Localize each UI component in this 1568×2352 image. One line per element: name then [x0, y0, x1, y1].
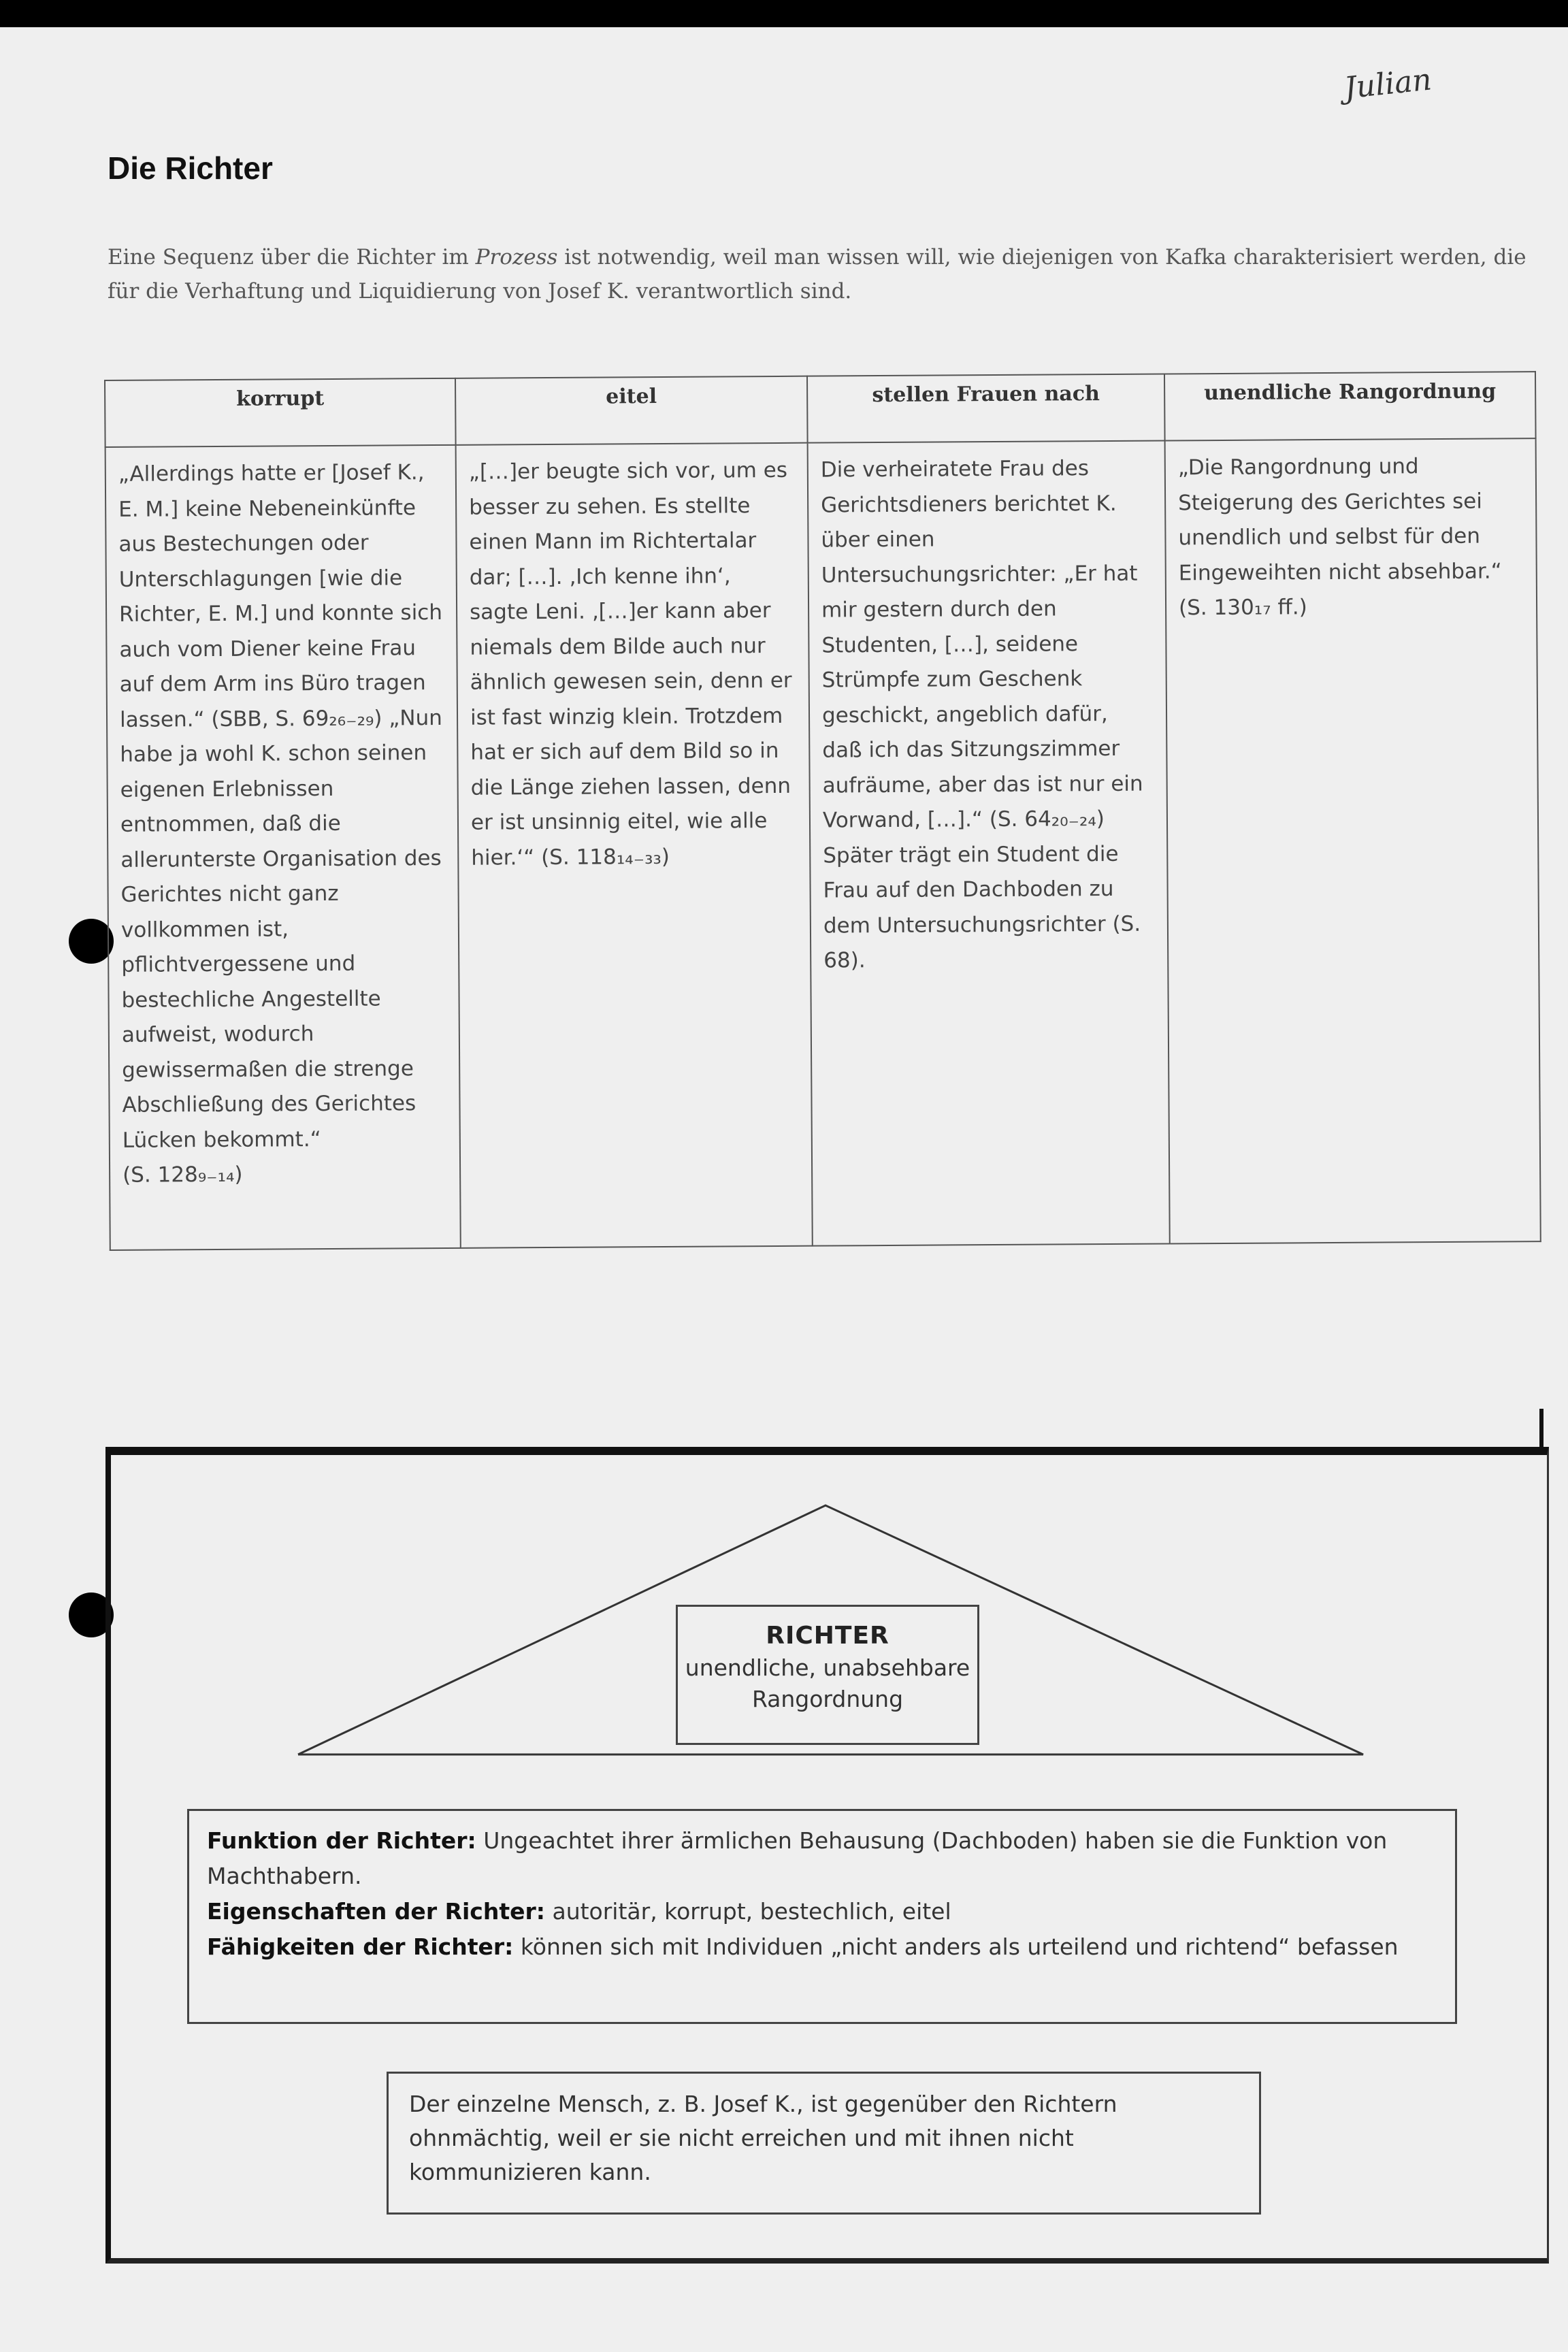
cell-rangordnung-ref: (S. 130₁₇ ff.) [1178, 595, 1307, 621]
diagram-frame [105, 1447, 1549, 2264]
worksheet-page [0, 27, 1568, 2352]
richter-subtitle: unendliche, unabsehbare Rangordnung [685, 1654, 970, 1712]
richter-title: RICHTER [766, 1622, 889, 1650]
eigenschaften-label: Eigenschaften der Richter: [207, 1898, 545, 1925]
faehigkeiten-label: Fähigkeiten der Richter: [207, 1933, 514, 1960]
funktion-text: Ungeachtet ihrer ärmlichen Behausung (Dachboden) haben sie die Funktion von Machthabern. [207, 1827, 1388, 1889]
table-row [105, 438, 1541, 1250]
header-eitel: eitel [455, 376, 808, 445]
page-title: Die Richter [108, 150, 273, 186]
cell-rangordnung-text: „Die Rangordnung und Steigerung des Gerichtes sei unendlich und selbst für den Eingeweihten nicht absehbar.“ [1177, 454, 1502, 585]
funktion-label: Funktion der Richter: [207, 1827, 476, 1854]
intro-text-italic: Prozess [475, 245, 558, 270]
cell-eitel-text: „[…]er beugte sich vor, um es besser zu sehen. Es stellte einen Mann im Richtertalar dar; […]. ‚Ich kenne ihn‘, sagte Leni. ‚[…]er kann aber niemals dem Bilde auch nur ähnlich gewesen sein, denn er ist fast winzig klein. Trotzdem hat er sich auf dem Bild so in die Länge ziehen lassen, denn er ist unsinnig eitel, wie alle hier.‘“ (S. 118₁₄₋₃₃) [468, 457, 792, 870]
cell-rangordnung [1165, 438, 1541, 1243]
handwritten-annotation: Julian [1342, 62, 1434, 106]
richter-box [676, 1605, 979, 1745]
frame-corner-mark [1539, 1409, 1544, 1450]
table-header-row [105, 372, 1536, 447]
mensch-box: Der einzelne Mensch, z. B. Josef K., ist gegenüber den Richtern ohnmächtig, weil er sie nicht erreichen und mit ihnen nicht kommunizieren kann. [387, 2072, 1261, 2215]
eigenschaften-text: autoritär, korrupt, bestechlich, eitel [544, 1898, 951, 1925]
intro-text-end: ist notwendig, weil man wissen will, wie diejenigen von Kafka charakterisiert werden, die für die Verhaftung und Liquidierung von Josef K. verantwortlich sind. [108, 245, 1526, 304]
quotes-table [104, 371, 1541, 1251]
cell-korrupt-text: „Allerdings hatte er [Josef K., E. M.] keine Nebeneinkünfte aus Bestechungen oder Unterschlagungen [wie die Richter, E. M.] und konnte sich auch vom Diener keine Frau auf dem Arm ins Büro tragen lassen.“ (SBB, S. 69₂₆₋₂₉) „Nun habe ja wohl K. schon seinen eigenen Erlebnissen entnommen, daß die allerunterste Organisation des Gerichtes nicht ganz vollkommen ist, pflichtvergessene und bestechliche Angestellte aufweist, wodurch gewissermaßen die strenge Abschließung des Gerichtes Lücken bekommt.“ [118, 460, 443, 1153]
cell-frauen-text: Die verheiratete Frau des Gerichtsdieners berichtet K. über einen Untersuchungsrichter: „Er hat mir gestern durch den Studenten, […], seidene Strümpfe zum Geschenk geschickt, angeblich dafür, daß ich das Sitzungszimmer aufräume, aber das ist nur ein Vorwand, […].“ (S. 64₂₀₋₂₄) Später trägt ein Student die Frau auf den Dachboden zu dem Untersuchungsrichter (S. 68). [820, 456, 1143, 973]
richter-info-box [187, 1809, 1457, 2024]
intro-paragraph [108, 240, 1530, 308]
cell-eitel [456, 443, 813, 1248]
cell-korrupt [105, 445, 461, 1250]
eigenschaften-line [207, 1894, 1437, 1929]
faehigkeiten-text: können sich mit Individuen „nicht anders als urteilend und richtend“ befassen [513, 1933, 1399, 1960]
header-frauen: stellen Frauen nach [807, 374, 1165, 442]
header-rangordnung: unendliche Rangordnung [1164, 372, 1536, 440]
intro-text-start: Eine Sequenz über die Richter im [108, 245, 476, 270]
funktion-line [207, 1823, 1437, 1894]
cell-frauen [808, 440, 1170, 1245]
faehigkeiten-line [207, 1929, 1437, 1965]
header-korrupt: korrupt [105, 378, 456, 447]
cell-korrupt-ref: (S. 128₉₋₁₄) [122, 1162, 243, 1188]
